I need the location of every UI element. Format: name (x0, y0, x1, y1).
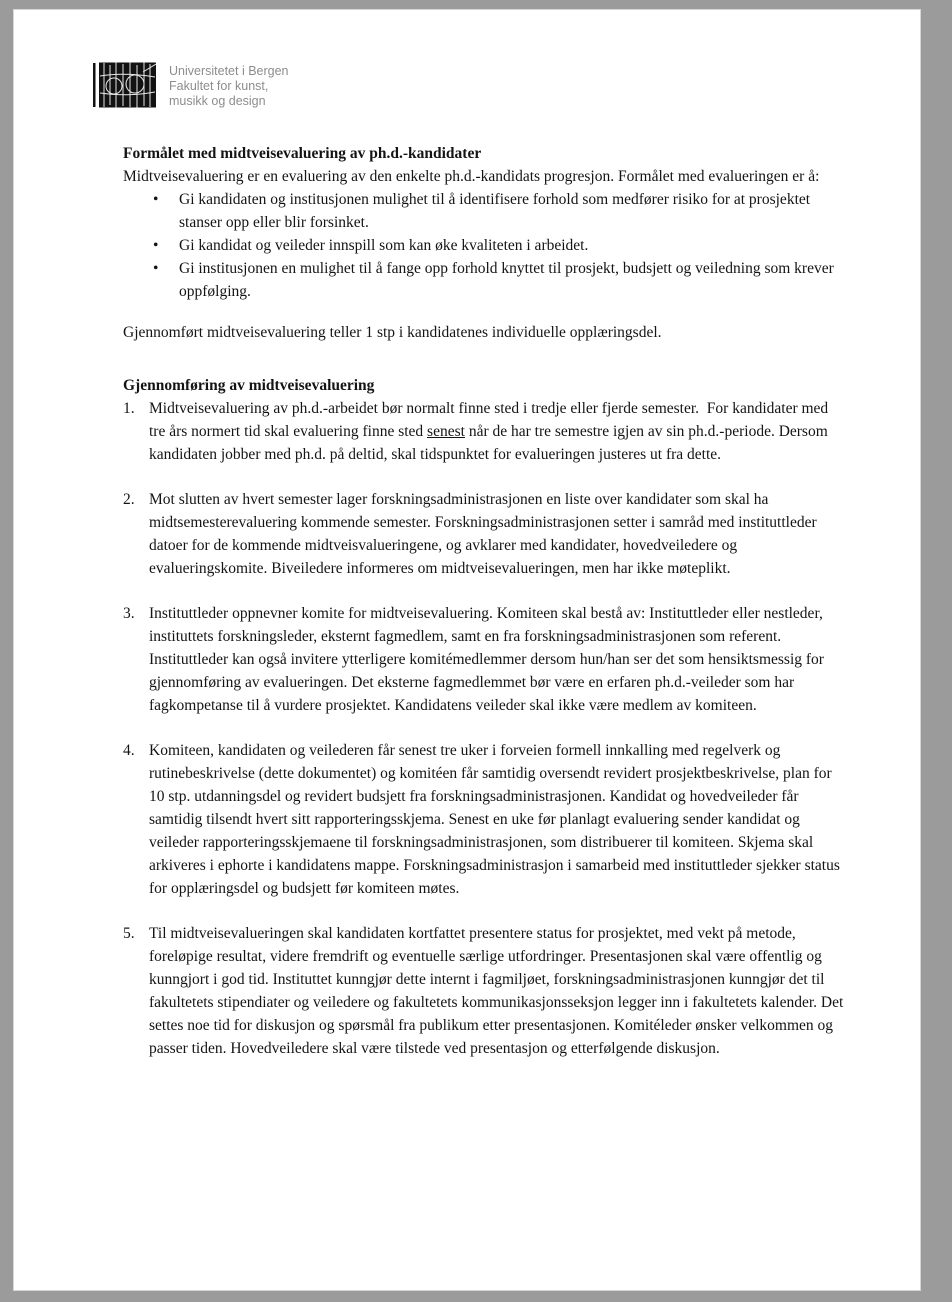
procedure-heading: Gjennomføring av midtveisevaluering (123, 377, 375, 394)
bullet-text: Gi kandidaten og institusjonen mulighet til å identifisere forhold som medfører risiko for at prosjektet stanser opp eller blir forsinket. (179, 191, 814, 231)
item-text-underlined: senest (427, 423, 465, 440)
letterhead-line1: Universitetet i Bergen (169, 64, 289, 78)
item-number: 5. (123, 925, 135, 942)
bullet-marker: • (153, 191, 159, 208)
item-text: Instituttleder oppnevner komite for midtveisevaluering. Komiteen skal bestå av: Instituttleder eller nestleder, instituttets forskningsleder, eksternt fagmedlem, samt en fra forskningsadministrasjonen som referent. Instituttleder kan også invitere ytterligere komitémedlemmer dersom hun/han ser det som hensiktsmessig for gjennomføring av evalueringen. Det eksterne fagmedlemmet bør være en erfaren ph.d.-veileder som har fagkompetanse til å vurdere prosjektet. Kandidatens veileder skal ikke være medlem av komiteen. (149, 605, 828, 714)
item-number: 2. (123, 491, 135, 508)
bullet-item (123, 234, 844, 257)
item-text-after: når de har tre semestre igjen av sin ph.d.-periode. Dersom kandidaten jobber med ph.d. på deltid, skal tidspunktet for evalueringen justeres ut fra dette. (149, 423, 832, 463)
bullet-item (123, 188, 844, 234)
letterhead-line3: musikk og design (169, 94, 266, 108)
procedure-item-1 (123, 397, 844, 466)
bullet-item (123, 257, 844, 303)
bullet-marker: • (153, 260, 159, 277)
procedure-item-3 (123, 602, 844, 717)
purpose-bullet-list (123, 188, 844, 303)
procedure-item-5 (123, 922, 848, 1060)
purpose-heading: Formålet med midtveisevaluering av ph.d.-kandidater (123, 145, 482, 162)
item-text: Mot slutten av hvert semester lager forskningsadministrasjonen en liste over kandidater som skal ha midtsemesterevaluering kommende semester. Forskningsadministrasjonen setter i samråd med instituttleder datoer for de kommende midtveisvalueringene, og avklarer med kandidater, hovedveiledere og evalueringskomite. Biveiledere informeres om midtveisevalueringen, men har ikke møteplikt. (149, 491, 821, 577)
procedure-item-2 (123, 488, 844, 580)
bullet-marker: • (153, 237, 159, 254)
item-number: 3. (123, 605, 135, 622)
item-text: Til midtveisevalueringen skal kandidaten kortfattet presentere status for prosjektet, med vekt på metode, foreløpige resultat, videre fremdrift og eventuelle særlige utfordringer. Presentasjonen skal være offentlig og kunngjort i god tid. Instituttet kunngjør dette internt i fagmiljøet, forskningsadministrasjonen kunngjør det til fakultetets stipendiater og veiledere og fakultetets kommunikasjonsseksjon legger inn i fakultetets kalender. Det settes noe tid for diskusjon og spørsmål fra publikum etter presentasjonen. Komitéleder ønsker velkommen og passer tiden. Hovedveiledere skal være tilstede ved presentasjon og etterfølgende diskusjon. (149, 925, 848, 1057)
credit-note: Gjennomført midtveisevaluering teller 1 stp i kandidatenes individuelle opplæringsdel. (123, 324, 662, 341)
letterhead (93, 62, 920, 109)
item-number: 4. (123, 742, 135, 759)
uib-kmd-logo-icon (93, 62, 156, 108)
item-text (149, 397, 844, 466)
item-text-before: Midtveisevaluering av ph.d.-arbeidet bør normalt finne sted i tredje eller fjerde semester. For kandidater med tre års normert tid skal evaluering finne sted (149, 400, 833, 440)
item-number: 1. (123, 400, 135, 417)
bullet-text: Gi institusjonen en mulighet til å fange opp forhold knyttet til prosjekt, budsjett og veiledning som krever oppfølging. (179, 260, 838, 300)
procedure-item-4 (123, 739, 844, 900)
item-text: Komiteen, kandidaten og veilederen får senest tre uker i forveien formell innkalling med regelverk og rutinebeskrivelse (dette dokumentet) og komitéen får samtidig oversendt revidert prosjektbeskrivelse, plan for 10 stp. utdanningsdel og revidert budsjett fra forskningsadministrasjonen. Kandidat og hovedveileder får samtidig tilsendt hvert sitt rapporteringsskjema. Senest en uke før planlagt evaluering sender kandidat og veileder rapporteringsskjemaene til forskningsadministrasjonen, som distribuerer til komiteen. Skjema skal arkiveres i ephorte i kandidatens mappe. Forskningsadministrasjon i samarbeid med instituttleder sjekker status for opplæringsdel og budsjett før komiteen møtes. (149, 742, 844, 897)
document-page (13, 9, 921, 1291)
letterhead-text (169, 62, 289, 109)
purpose-intro: Midtveisevaluering er en evaluering av den enkelte ph.d.-kandidats progresjon. Formålet med evalueringen er å: (123, 168, 820, 185)
bullet-text: Gi kandidat og veileder innspill som kan øke kvaliteten i arbeidet. (179, 237, 589, 254)
document-body (123, 142, 848, 1060)
letterhead-line2: Fakultet for kunst, (169, 79, 269, 93)
procedure-list (123, 397, 848, 1060)
